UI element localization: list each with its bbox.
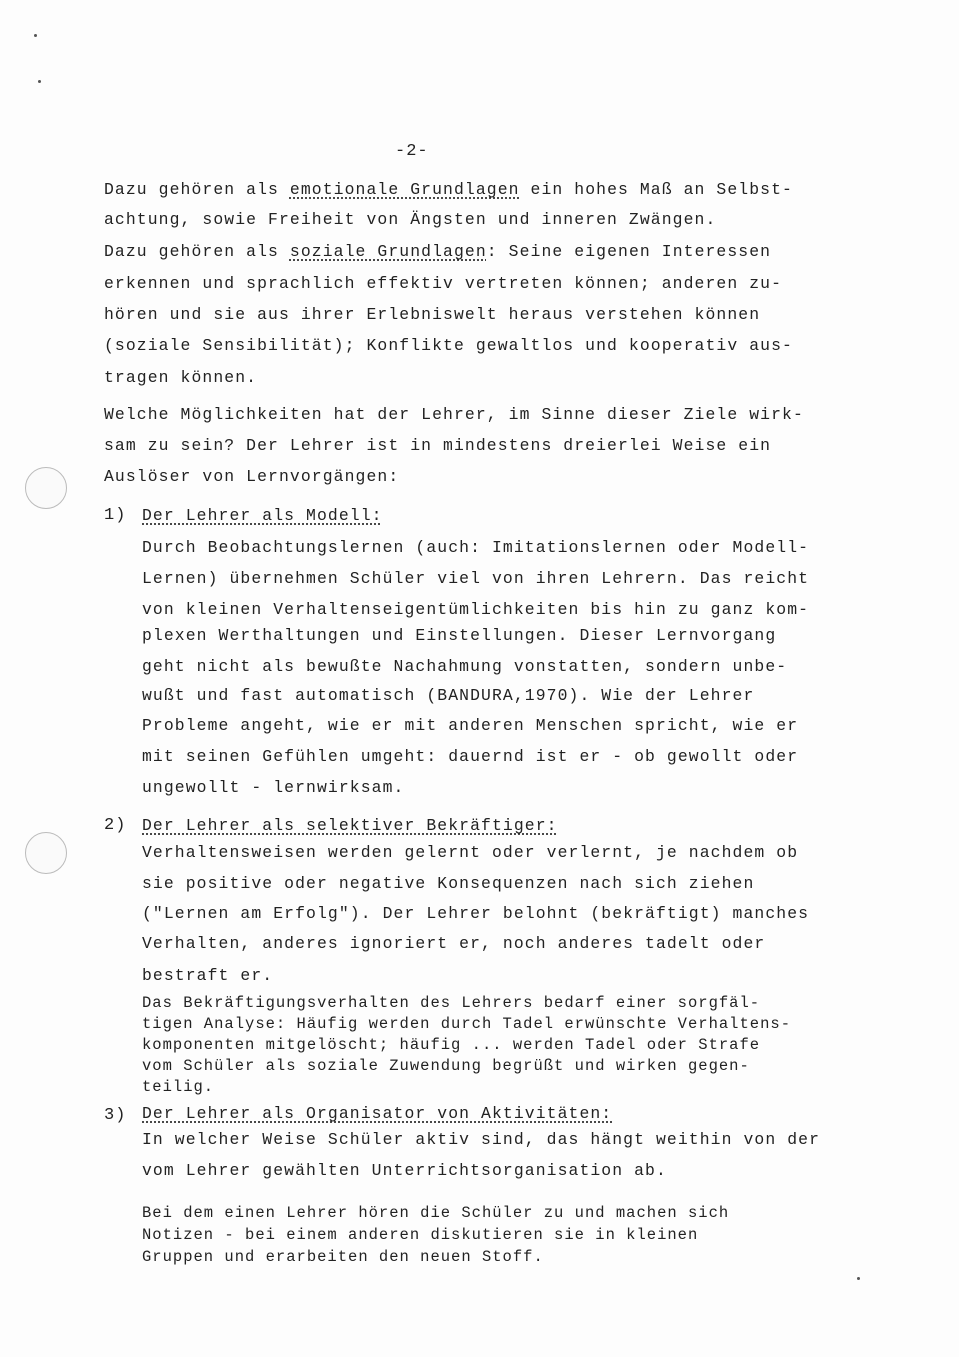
text-line: komponenten mitgelöscht; häufig ... werden Tadel oder Strafe bbox=[142, 1036, 761, 1054]
list-number: 3) bbox=[104, 1106, 127, 1125]
punch-hole-top bbox=[25, 467, 67, 509]
text-segment: : Seine eigenen Interessen bbox=[486, 242, 772, 261]
text-line: Probleme angeht, wie er mit anderen Menschen spricht, wie er bbox=[142, 716, 799, 735]
punch-hole-bottom bbox=[25, 832, 67, 874]
text-segment: ein hohes Maß an Selbst- bbox=[519, 180, 793, 199]
text-line: Bei dem einen Lehrer hören die Schüler zu und machen sich bbox=[142, 1204, 730, 1222]
text-segment: Dazu gehören als bbox=[104, 242, 290, 261]
text-line: Verhaltensweisen werden gelernt oder verlernt, je nachdem ob bbox=[142, 843, 799, 862]
text-line: vom Lehrer gewählten Unterrichtsorganisation ab. bbox=[142, 1161, 667, 1180]
page-number: -2- bbox=[395, 142, 429, 161]
text-line: hören und sie aus ihrer Erlebniswelt heraus verstehen können bbox=[104, 305, 761, 324]
section-heading: Der Lehrer als selektiver Bekräftiger: bbox=[142, 816, 558, 835]
text-line: sie positive oder negative Konsequenzen nach sich ziehen bbox=[142, 874, 755, 893]
text-line bbox=[104, 242, 771, 261]
text-line: Durch Beobachtungslernen (auch: Imitationslernen oder Modell- bbox=[142, 538, 810, 557]
text-line: teilig. bbox=[142, 1078, 215, 1096]
text-line: geht nicht als bewußte Nachahmung vonstatten, sondern unbe- bbox=[142, 657, 788, 676]
text-line: Auslöser von Lernvorgängen: bbox=[104, 467, 400, 486]
text-line: plexen Werthaltungen und Einstellungen. Dieser Lernvorgang bbox=[142, 626, 777, 645]
text-line: Gruppen und erarbeiten den neuen Stoff. bbox=[142, 1248, 544, 1266]
text-line: Verhalten, anderes ignoriert er, noch anderes tadelt oder bbox=[142, 934, 766, 953]
text-line: achtung, sowie Freiheit von Ängsten und inneren Zwängen. bbox=[104, 210, 717, 229]
text-line: vom Schüler als soziale Zuwendung begrüßt und wirken gegen- bbox=[142, 1057, 750, 1075]
text-line bbox=[104, 180, 793, 199]
text-line: erkennen und sprachlich effektiv vertreten können; anderen zu- bbox=[104, 274, 783, 293]
text-line: wußt und fast automatisch (BANDURA,1970). Wie der Lehrer bbox=[142, 686, 755, 705]
paper-speck bbox=[857, 1277, 860, 1280]
text-line: mit seinen Gefühlen umgeht: dauernd ist er - ob gewollt oder bbox=[142, 747, 799, 766]
paper-speck bbox=[38, 80, 41, 83]
text-line: (soziale Sensibilität); Konflikte gewaltlos und kooperativ aus- bbox=[104, 336, 793, 355]
section-heading: Der Lehrer als Organisator von Aktivitäten: bbox=[142, 1104, 613, 1123]
underlined-term: soziale Grundlagen bbox=[289, 242, 487, 261]
text-line: Lernen) übernehmen Schüler viel von ihren Lehrern. Das reicht bbox=[142, 569, 810, 588]
text-line: Notizen - bei einem anderen diskutieren sie in kleinen bbox=[142, 1226, 699, 1244]
text-line: tragen können. bbox=[104, 368, 258, 387]
list-number: 1) bbox=[104, 506, 127, 525]
text-line: von kleinen Verhaltenseigentümlichkeiten bis hin zu ganz kom- bbox=[142, 600, 810, 619]
text-line: bestraft er. bbox=[142, 966, 274, 985]
text-line: Welche Möglichkeiten hat der Lehrer, im Sinne dieser Ziele wirk- bbox=[104, 405, 804, 424]
text-line: sam zu sein? Der Lehrer ist in mindestens dreierlei Weise ein bbox=[104, 436, 772, 455]
section-heading: Der Lehrer als Modell: bbox=[142, 506, 383, 525]
text-line: In welcher Weise Schüler aktiv sind, das hängt weithin von der bbox=[142, 1130, 821, 1149]
text-line: ungewollt - lernwirksam. bbox=[142, 778, 405, 797]
underlined-term: emotionale Grundlagen bbox=[289, 180, 520, 199]
text-line: Das Bekräftigungsverhalten des Lehrers bedarf einer sorgfäl- bbox=[142, 994, 761, 1012]
paper-speck bbox=[34, 34, 37, 37]
text-line: tigen Analyse: Häufig werden durch Tadel erwünschte Verhaltens- bbox=[142, 1015, 791, 1033]
text-segment: Dazu gehören als bbox=[104, 180, 290, 199]
text-line: ("Lernen am Erfolg"). Der Lehrer belohnt (bekräftigt) manches bbox=[142, 904, 810, 923]
list-number: 2) bbox=[104, 816, 127, 835]
